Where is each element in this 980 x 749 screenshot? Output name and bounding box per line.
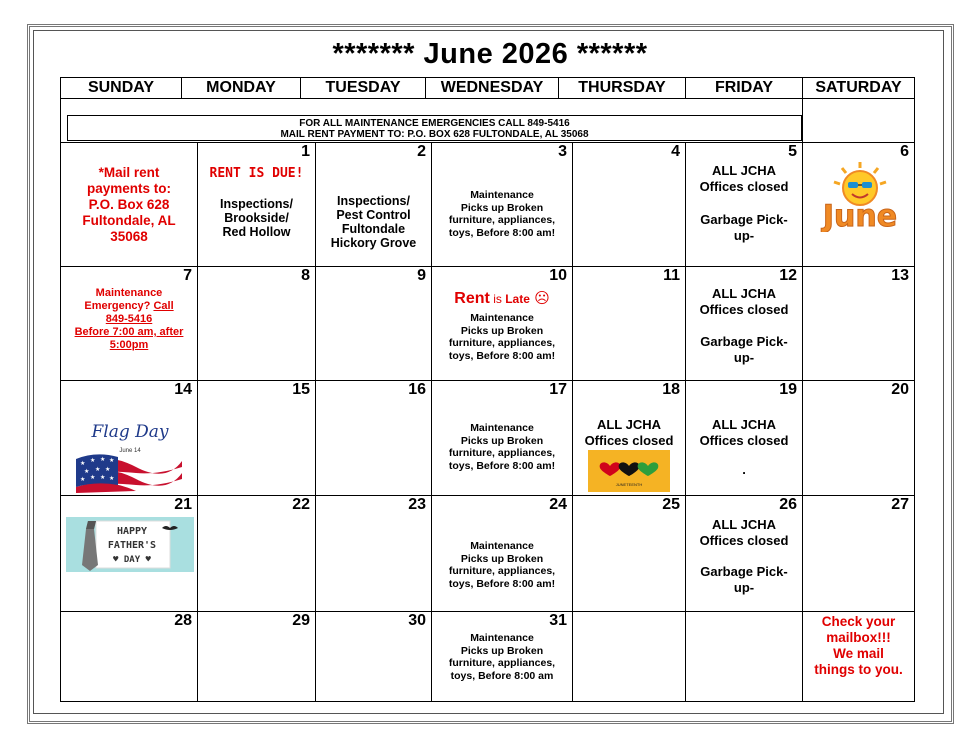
note-line: toys, Before 8:00 am!	[448, 226, 556, 239]
inspections-tuesday	[317, 194, 430, 250]
note-line: up-	[733, 228, 755, 243]
day-number: 12	[779, 267, 797, 284]
grid-bottom-border	[60, 701, 915, 702]
day-number: 26	[779, 496, 797, 513]
weekday-friday: FRIDAY	[685, 77, 803, 99]
grid-col-line-5	[685, 142, 686, 702]
note-line: Maintenance	[95, 287, 163, 299]
rent-late-note	[433, 290, 571, 308]
day-number: 9	[417, 267, 426, 284]
note-line: Offices closed	[699, 533, 789, 548]
maintenance-note	[433, 540, 571, 590]
garbage-pickup-note	[687, 564, 801, 596]
note-line: Picks up Broken	[460, 324, 544, 337]
note-text: Emergency?	[84, 300, 154, 312]
june-sun-text: June	[822, 199, 898, 232]
day-number: 14	[174, 381, 192, 398]
note-line: Pest Control	[336, 208, 411, 222]
note-line	[62, 300, 196, 313]
svg-text:★: ★	[90, 475, 96, 481]
day-number: 31	[549, 612, 567, 629]
svg-text:★: ★	[80, 477, 86, 483]
note-line: furniture, appliances,	[448, 337, 556, 349]
fathers-day-graphic	[66, 517, 194, 572]
banner-emergency-line: FOR ALL MAINTENANCE EMERGENCIES CALL 849-5416	[299, 118, 570, 129]
day-number: 19	[779, 381, 797, 398]
note-line: Maintenance	[470, 312, 534, 324]
note-line: Offices closed	[699, 433, 789, 448]
juneteenth-hearts-graphic	[588, 450, 670, 492]
day-number: 5	[788, 143, 797, 160]
svg-text:★: ★	[100, 475, 106, 481]
hours-line: Before 7:00 am, after	[74, 326, 184, 338]
note-line: ALL JCHA	[711, 163, 777, 178]
day-number: 7	[183, 267, 192, 284]
note-line: Maintenance	[470, 540, 534, 552]
day-number: 1	[301, 143, 310, 160]
rent-word: Rent	[454, 290, 490, 307]
maintenance-emergency-note	[62, 287, 196, 352]
day-number: 30	[408, 612, 426, 629]
mail-rent-line: 35068	[110, 229, 148, 244]
note-line: Check your	[821, 614, 896, 629]
note-line: ALL JCHA	[711, 517, 777, 532]
notice-banner	[67, 115, 802, 141]
weekday-sunday: SUNDAY	[60, 77, 182, 99]
day-number: 23	[408, 496, 426, 513]
svg-text:★: ★	[90, 458, 96, 464]
svg-text:★: ★	[95, 467, 101, 473]
garbage-pickup-note	[687, 212, 801, 244]
day-number: 29	[292, 612, 310, 629]
rent-due-note: RENT IS DUE!	[209, 166, 304, 181]
juneteenth-label: JUNETEENTH	[615, 482, 643, 487]
svg-text:★: ★	[84, 469, 90, 475]
flag-day-image	[76, 415, 182, 493]
maintenance-note	[433, 422, 571, 472]
june-sun-graphic	[808, 160, 912, 232]
note-line: Offices closed	[584, 433, 674, 448]
day-number: 24	[549, 496, 567, 513]
grid-col-line-3	[431, 142, 432, 702]
fathers-day-line: ♥ DAY ♥	[113, 555, 151, 565]
juneteenth-image	[588, 450, 670, 492]
garbage-pickup-note	[687, 334, 801, 366]
weekday-tuesday: TUESDAY	[300, 77, 426, 99]
note-line: ALL JCHA	[711, 417, 777, 432]
offices-closed-note	[687, 417, 801, 449]
day-number: 10	[549, 267, 567, 284]
note-line: Offices closed	[699, 302, 789, 317]
note-line: toys, Before 8:00 am!	[448, 459, 556, 472]
note-line: Hickory Grove	[330, 236, 417, 250]
sad-face-icon: ☹	[534, 290, 550, 307]
mail-rent-line: payments to:	[86, 181, 171, 196]
note-line: furniture, appliances,	[448, 657, 556, 669]
note-line: Brookside/	[224, 211, 289, 225]
note-line: Garbage Pick-	[700, 334, 788, 349]
note-line: Picks up Broken	[460, 434, 544, 447]
hours-line: 5:00pm	[109, 339, 149, 351]
fathers-day-image	[66, 517, 194, 572]
note-line: furniture, appliances,	[448, 447, 556, 459]
note-line: Red Hollow	[222, 225, 291, 239]
maintenance-note	[433, 632, 571, 682]
mail-rent-line: Fultondale, AL	[82, 213, 176, 228]
weekday-monday: MONDAY	[181, 77, 301, 99]
day-number: 17	[549, 381, 567, 398]
svg-text:★: ★	[80, 461, 86, 467]
fathers-day-line: FATHER'S	[107, 540, 157, 551]
note-line: Picks up Broken	[460, 201, 544, 214]
note-line: up-	[733, 350, 755, 365]
day-number: 25	[662, 496, 680, 513]
note-line: up-	[733, 580, 755, 595]
late-word: Late	[505, 292, 530, 306]
note-line: Maintenance	[470, 189, 534, 201]
day-number: 11	[663, 267, 680, 284]
day-number: 15	[292, 381, 310, 398]
note-line: mailbox!!!	[826, 630, 891, 645]
day-number: 4	[671, 143, 680, 160]
offices-closed-note	[687, 286, 801, 318]
day-number: 13	[891, 267, 909, 284]
note-line: Picks up Broken	[460, 644, 544, 657]
grid-col-line-4	[572, 142, 573, 702]
note-line: Offices closed	[699, 179, 789, 194]
note-line: We mail	[833, 646, 884, 661]
note-line: Fultondale	[341, 222, 406, 236]
grid-col-line-1	[197, 142, 198, 702]
check-mailbox-note	[804, 614, 913, 678]
note-line: ALL JCHA	[596, 417, 662, 432]
day-number: 20	[891, 381, 909, 398]
day-number: 18	[662, 381, 680, 398]
offices-closed-note	[574, 417, 684, 449]
note-line: ALL JCHA	[711, 286, 777, 301]
offices-closed-note	[687, 517, 801, 549]
note-line: Maintenance	[470, 632, 534, 644]
weekday-saturday: SATURDAY	[802, 77, 915, 99]
day-number: 6	[900, 143, 909, 160]
note-line: Garbage Pick-	[700, 564, 788, 579]
day-number: 21	[174, 496, 192, 513]
mail-rent-line: P.O. Box 628	[88, 197, 170, 212]
grid-col-line-2	[315, 142, 316, 702]
note-line: toys, Before 8:00 am	[450, 669, 554, 682]
day-number: 2	[417, 143, 426, 160]
svg-text:★: ★	[100, 457, 106, 463]
flag-day-date: June 14	[119, 448, 141, 454]
banner-mail-line: MAIL RENT PAYMENT TO: P.O. BOX 628 FULTONDALE, AL 35068	[280, 129, 589, 140]
svg-text:★: ★	[109, 476, 115, 482]
maintenance-note	[433, 312, 571, 362]
svg-text:★: ★	[109, 458, 115, 464]
note-line: things to you.	[814, 662, 903, 677]
weekday-thursday: THURSDAY	[558, 77, 686, 99]
svg-text:★: ★	[105, 467, 111, 473]
note-line: Maintenance	[470, 422, 534, 434]
flag-day-graphic	[76, 415, 182, 493]
day-number: 28	[174, 612, 192, 629]
note-line: toys, Before 8:00 am!	[448, 349, 556, 362]
mail-rent-note	[62, 165, 196, 245]
flag-day-title: Flag Day	[91, 422, 169, 442]
note-line: toys, Before 8:00 am!	[448, 577, 556, 590]
call-link[interactable]: Call	[153, 300, 174, 312]
maintenance-note	[433, 189, 571, 239]
june-sun-image	[808, 160, 912, 232]
fathers-day-line: HAPPY	[116, 526, 148, 537]
inspections-monday	[199, 197, 314, 239]
day-number: 22	[292, 496, 310, 513]
day-number: 27	[891, 496, 909, 513]
day-number: 8	[301, 267, 310, 284]
note-line: Garbage Pick-	[700, 212, 788, 227]
friday-dot: .	[742, 462, 746, 477]
note-line: Inspections/	[220, 197, 293, 211]
is-word: is	[489, 292, 506, 306]
note-line: Inspections/	[337, 194, 410, 208]
weekday-wednesday: WEDNESDAY	[425, 77, 559, 99]
calendar-title: ******* June 2026 ******	[332, 38, 648, 70]
note-line: Picks up Broken	[460, 552, 544, 565]
note-line: furniture, appliances,	[448, 214, 556, 226]
phone-link[interactable]: 849-5416	[105, 313, 153, 325]
note-line: furniture, appliances,	[448, 565, 556, 577]
day-number: 16	[408, 381, 426, 398]
mail-rent-line: *Mail rent	[98, 165, 160, 180]
day-number: 3	[558, 143, 567, 160]
offices-closed-note	[687, 163, 801, 195]
